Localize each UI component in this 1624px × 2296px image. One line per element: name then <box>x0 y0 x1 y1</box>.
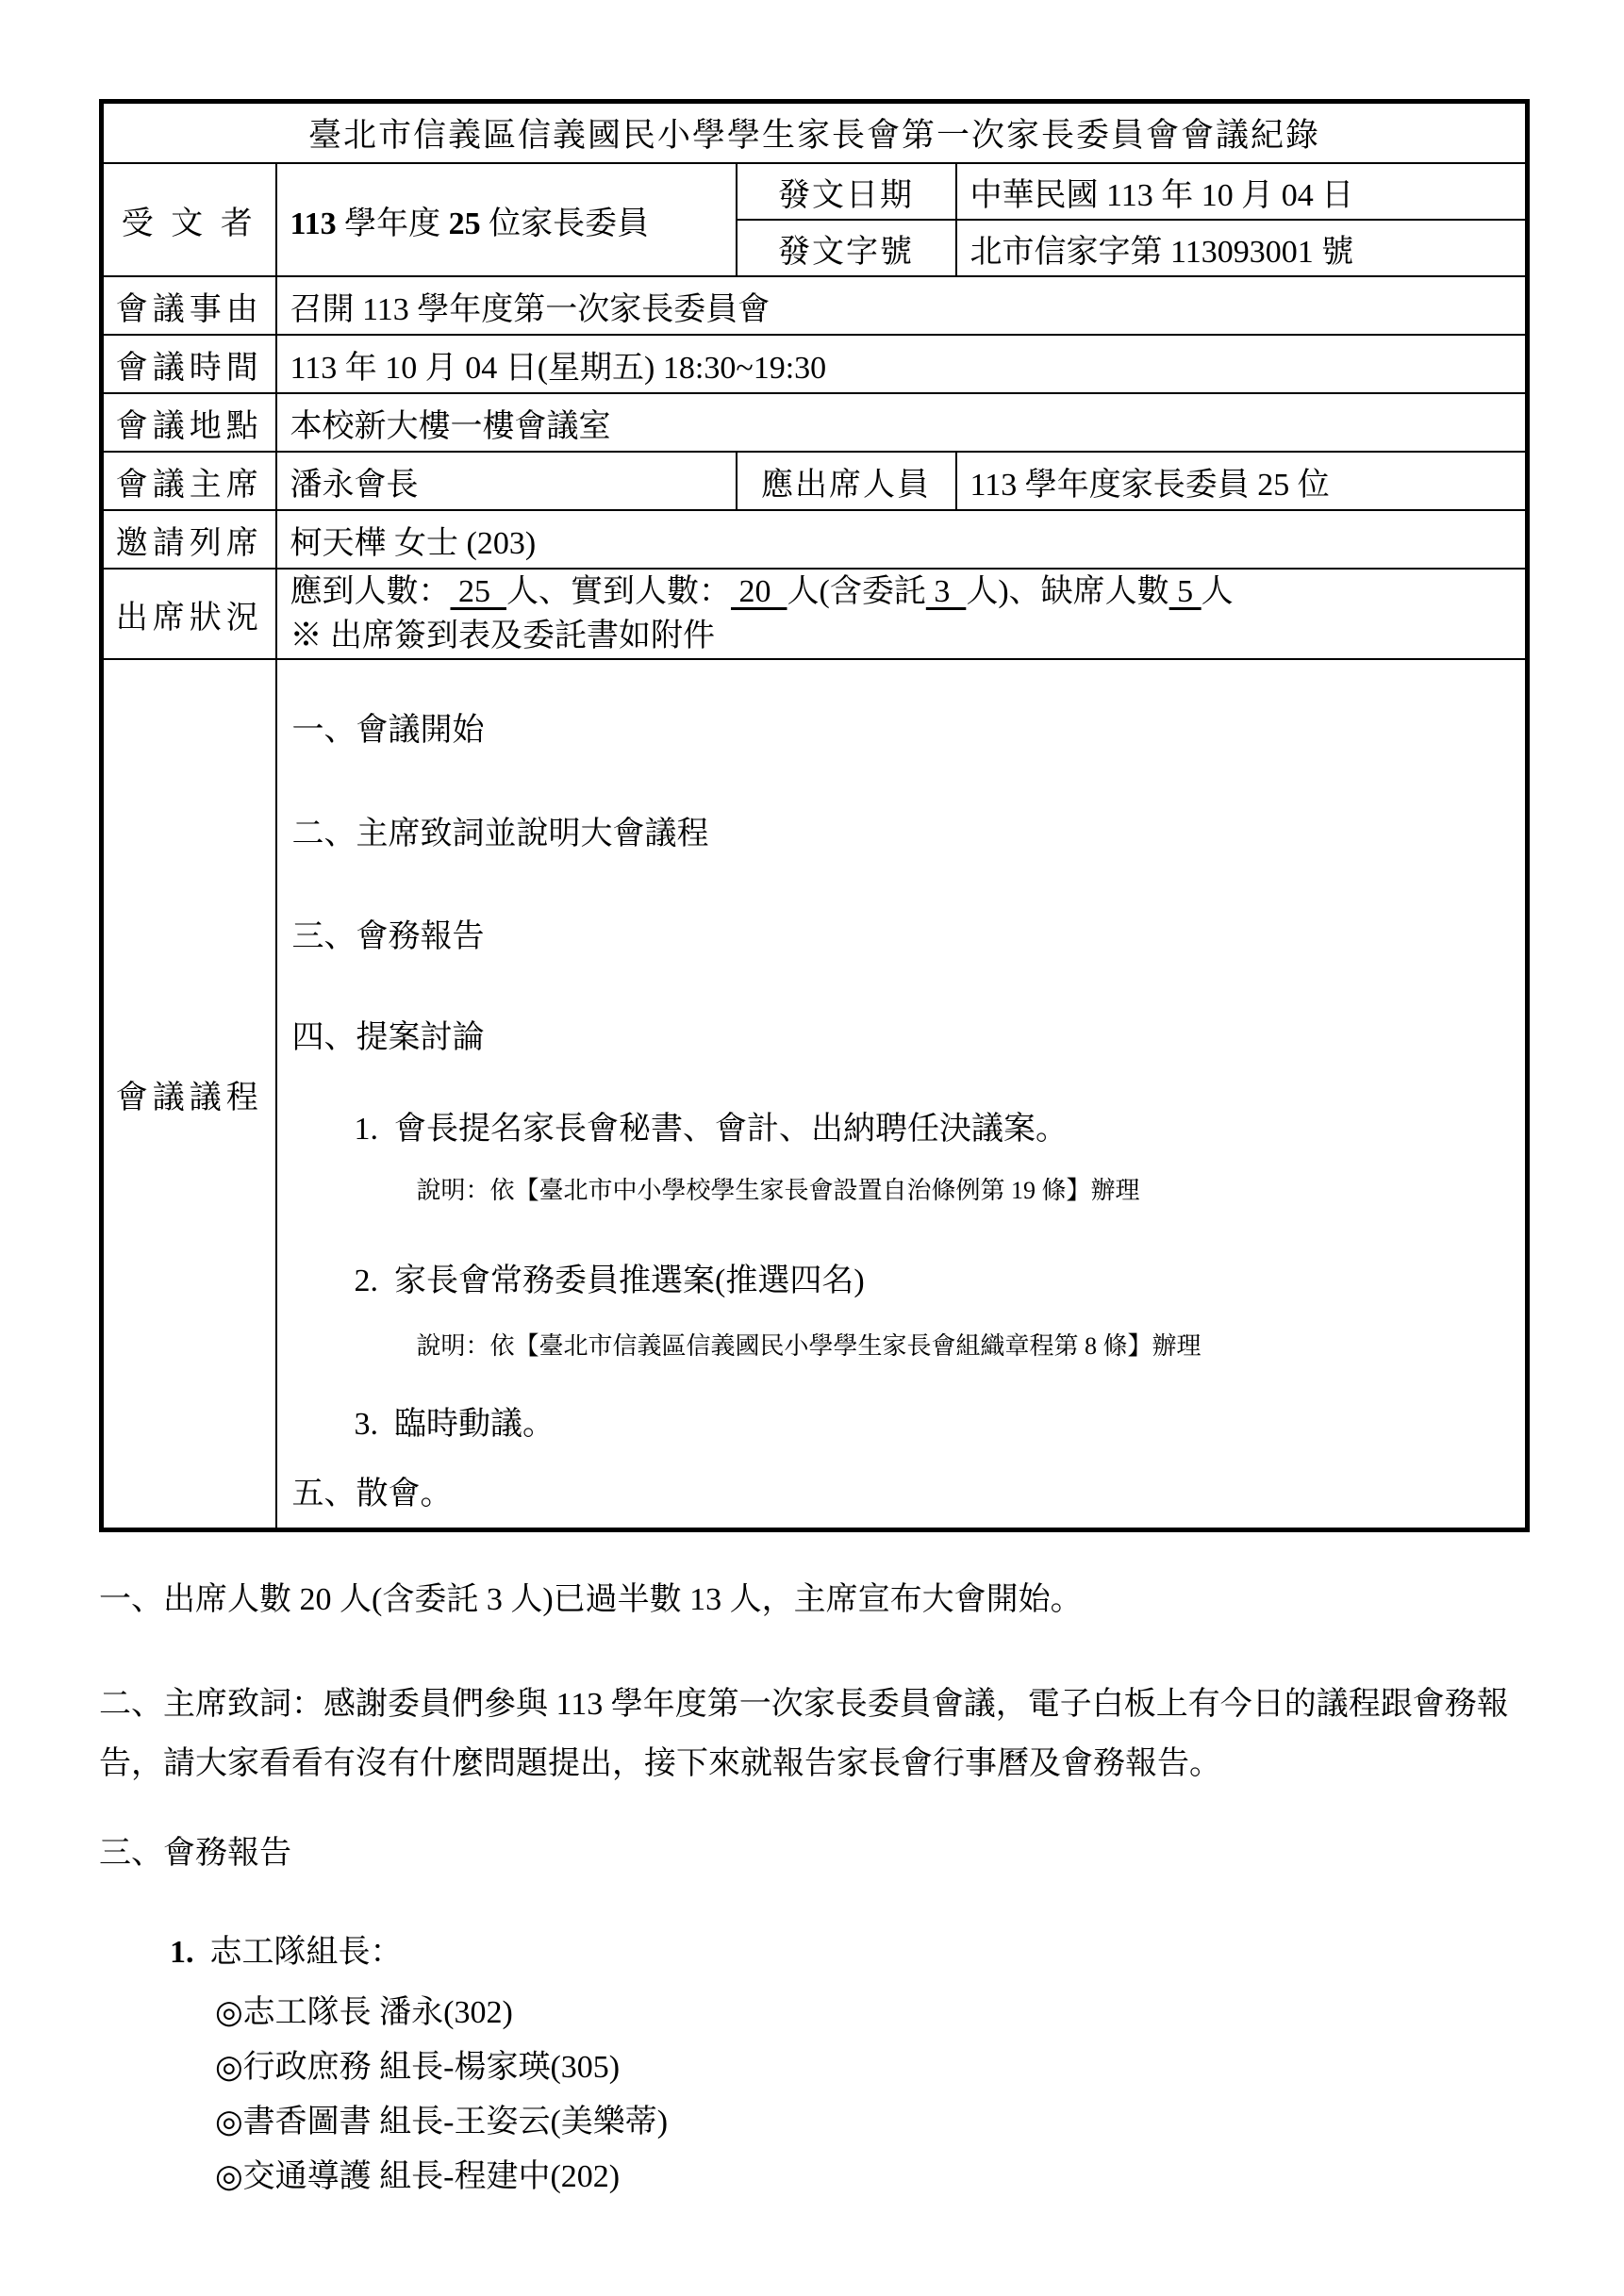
minutes-body <box>0 1532 1624 2205</box>
attendance-counts-line: 應到人數： 25 人、實到人數： 20 人(含委託 3 人)、缺席人數 5 人 <box>290 574 1234 609</box>
location-label: 會議地點 <box>102 393 276 452</box>
subject-value: 召開 113 學年度第一次家長委員會 <box>276 276 1528 335</box>
agenda-item-5: 五、散會。 <box>291 1477 453 1511</box>
agenda-subitem-2-note: 說明：依【臺北市信義區信義國民小學學生家長會組織章程第 8 條】辦理 <box>416 1332 1201 1360</box>
invited-value: 柯天樺 女士 (203) <box>276 510 1528 569</box>
invited-label: 邀請列席 <box>102 510 276 569</box>
document-title: 臺北市信義區信義國民小學學生家長會第一次家長委員會會議紀錄 <box>102 102 1528 164</box>
subject-label: 會議事由 <box>102 276 276 335</box>
chair-label: 會議主席 <box>102 452 276 510</box>
volunteer-item-library: ◎書香圖書 組長-王姿云(美樂蒂) <box>215 2105 669 2139</box>
volunteer-item-traffic: ◎交通導護 組長-程建中(202) <box>215 2159 621 2194</box>
meeting-record-table <box>99 99 1530 1532</box>
issue-date-label: 發文日期 <box>737 163 956 220</box>
agenda-item-3: 三、會務報告 <box>291 919 485 954</box>
agenda-label: 會議議程 <box>102 659 276 1530</box>
issue-date-value: 中華民國 113 年 10 月 04 日 <box>956 163 1528 220</box>
recipient-label: 受 文 者 <box>102 163 276 276</box>
location-value: 本校新大樓一樓會議室 <box>276 393 1528 452</box>
volunteer-item-admin: ◎行政庶務 組長-楊家瑛(305) <box>215 2050 621 2085</box>
time-value: 113 年 10 月 04 日(星期五) 18:30~19:30 <box>276 335 1528 393</box>
agenda-subitem-3: 3. 臨時動議。 <box>354 1407 555 1442</box>
agenda-item-2: 二、主席致詞並說明大會議程 <box>291 817 709 851</box>
expected-attendees-label: 應出席人員 <box>737 452 956 510</box>
expected-attendees-value: 113 學年度家長委員 25 位 <box>956 452 1528 510</box>
time-label: 會議時間 <box>102 335 276 393</box>
volunteer-team-list <box>0 1986 1624 2205</box>
agenda-list <box>277 660 1526 1514</box>
paragraph-affairs-report-heading: 三、會務報告 <box>99 1836 291 1871</box>
paragraph-chair-speech: 二、主席致詞：感謝委員們參與 113 學年度第一次家長委員會議，電子白板上有今日的議程跟會務報告，請大家看看有沒有什麼問題提出，接下來就報告家長會行事曆及會務報告。 <box>99 1687 1509 1781</box>
chair-value: 潘永會長 <box>276 452 737 510</box>
agenda-cell <box>276 659 1528 1530</box>
agenda-item-4: 四、提案討論 <box>291 1020 485 1055</box>
recipient-value: 113 學年度 25 位家長委員 <box>276 163 737 276</box>
paragraph-attendance-open: 一、出席人數 20 人(含委託 3 人)已過半數 13 人，主席宣布大會開始。 <box>99 1582 1083 1617</box>
attendance-note-line: ※ 出席簽到表及委託書如附件 <box>290 619 715 653</box>
doc-number-label: 發文字號 <box>737 220 956 276</box>
agenda-subitem-1: 1. 會長提名家長會秘書、會計、出納聘任決議案。 <box>354 1112 1068 1147</box>
agenda-subitem-2: 2. 家長會常務委員推選案(推選四名) <box>354 1264 865 1298</box>
agenda-item-1: 一、會議開始 <box>291 713 485 748</box>
volunteer-team-heading: 1. 志工隊組長： <box>170 1935 403 1970</box>
attendance-label: 出席狀況 <box>102 569 276 659</box>
attendance-value <box>276 569 1528 659</box>
volunteer-item-leader: ◎志工隊長 潘永(302) <box>215 1995 513 2030</box>
agenda-subitem-1-note: 說明：依【臺北市中小學校學生家長會設置自治條例第 19 條】辦理 <box>416 1177 1140 1204</box>
doc-number-value: 北市信家字第 113093001 號 <box>956 220 1528 276</box>
